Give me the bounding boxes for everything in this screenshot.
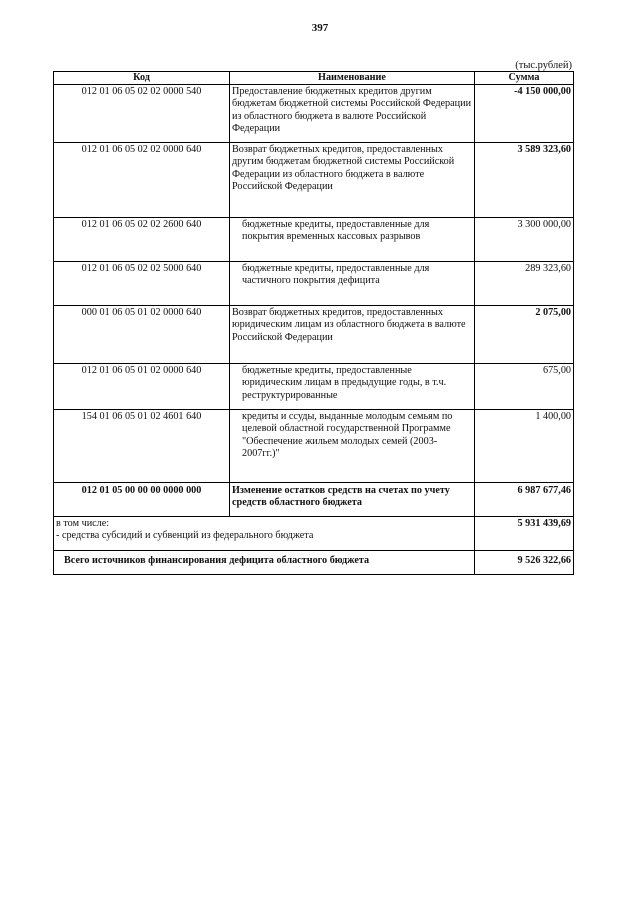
total-row <box>54 551 574 575</box>
including-row <box>54 517 574 551</box>
table-row <box>54 410 574 483</box>
row-name: Возврат бюджетных кредитов, предоставленных другим бюджетам бюджетной системы Российской Федерации из областного бюджета в валюте Российской Федерации <box>230 143 475 218</box>
row-sum: 675,00 <box>475 364 574 410</box>
row-sum: 6 987 677,46 <box>475 483 574 517</box>
row-name: кредиты и ссуды, выданные молодым семьям по целевой областной государственной Программе "Обеспечение жильем молодых семей (2003-2007гг.)" <box>230 410 475 483</box>
row-code: 012 01 06 05 02 02 0000 540 <box>54 85 230 143</box>
row-code: 012 01 05 00 00 00 0000 000 <box>54 483 230 517</box>
row-name: бюджетные кредиты, предоставленные для покрытия временных кассовых разрывов <box>230 218 475 262</box>
row-sum: 3 300 000,00 <box>475 218 574 262</box>
table-row <box>54 218 574 262</box>
row-sum: 2 075,00 <box>475 306 574 364</box>
table-row <box>54 262 574 306</box>
row-sum: -4 150 000,00 <box>475 85 574 143</box>
row-name: Предоставление бюджетных кредитов другим бюджетам бюджетной системы Российской Федерации из областного бюджета в валюте Российской Федерации <box>230 85 475 143</box>
row-name: Возврат бюджетных кредитов, предоставленных юридическим лицам из областного бюджета в валюте Российской Федерации <box>230 306 475 364</box>
including-cell <box>54 517 475 551</box>
row-code: 012 01 06 05 02 02 2600 640 <box>54 218 230 262</box>
including-label: в том числе: <box>56 518 110 530</box>
sources-table <box>53 71 574 575</box>
row-code: 154 01 06 05 01 02 4601 640 <box>54 410 230 483</box>
row-code: 012 01 06 05 01 02 0000 640 <box>54 364 230 410</box>
total-label: Всего источников финансирования дефицита областного бюджета <box>54 551 475 575</box>
header-name: Наименование <box>230 72 475 85</box>
row-code: 012 01 06 05 02 02 5000 640 <box>54 262 230 306</box>
total-sum: 9 526 322,66 <box>475 551 574 575</box>
table-row <box>54 85 574 143</box>
row-code: 012 01 06 05 02 02 0000 640 <box>54 143 230 218</box>
table-row <box>54 143 574 218</box>
table-row <box>54 483 574 517</box>
row-name: бюджетные кредиты, предоставленные для частичного покрытия дефицита <box>230 262 475 306</box>
table-row <box>54 364 574 410</box>
row-sum: 289 323,60 <box>475 262 574 306</box>
header-sum: Сумма <box>475 72 574 85</box>
including-item: - средства субсидий и субвенций из федерального бюджета <box>56 530 314 542</box>
row-code: 000 01 06 05 01 02 0000 640 <box>54 306 230 364</box>
row-name: Изменение остатков средств на счетах по учету средств областного бюджета <box>230 483 475 517</box>
row-sum: 3 589 323,60 <box>475 143 574 218</box>
table-header-row <box>54 72 574 85</box>
units-label: (тыс.рублей) <box>515 60 572 71</box>
including-sum: 5 931 439,69 <box>475 517 574 551</box>
row-name: бюджетные кредиты, предоставленные юридическим лицам в предыдущие годы, в т.ч. реструктурированные <box>230 364 475 410</box>
row-sum: 1 400,00 <box>475 410 574 483</box>
page-number: 397 <box>311 22 329 34</box>
table-row <box>54 306 574 364</box>
header-code: Код <box>54 72 230 85</box>
